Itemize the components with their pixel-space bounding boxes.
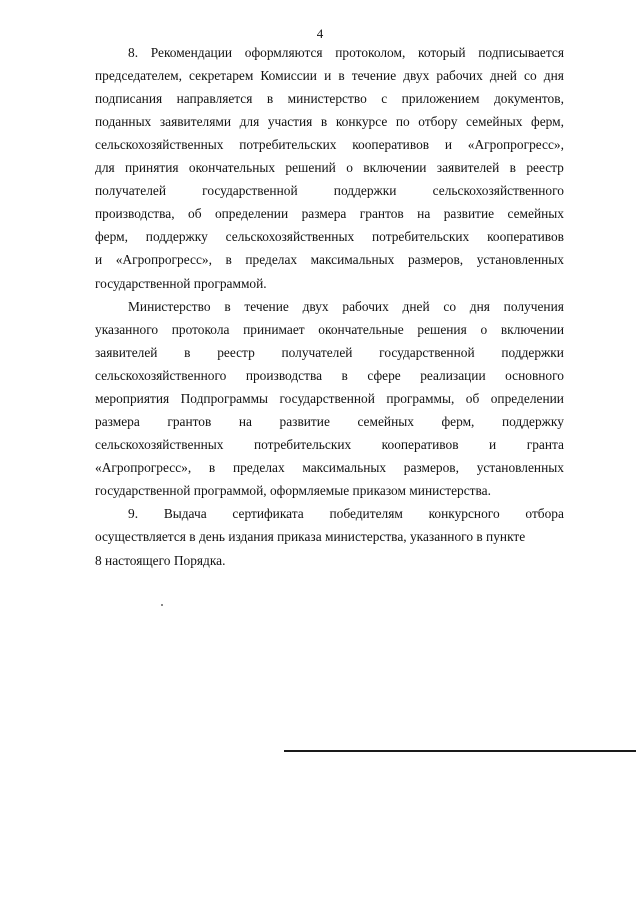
- text-line: [95, 322, 564, 338]
- word: получателей: [95, 183, 166, 198]
- word: Подпрограммы: [180, 391, 269, 406]
- word: решений: [285, 160, 336, 175]
- word: в: [338, 68, 345, 83]
- word: подписывается: [478, 45, 564, 60]
- text-line: [95, 91, 564, 107]
- word: дней: [402, 299, 430, 314]
- word: участия: [267, 114, 313, 129]
- word: со: [443, 299, 457, 314]
- word: «Агропрогресс»,: [467, 137, 564, 152]
- word: максимальных: [310, 252, 395, 267]
- word: о: [346, 160, 353, 175]
- text-line: [95, 345, 564, 361]
- word: размеров,: [407, 252, 464, 267]
- word: в: [320, 114, 328, 129]
- word: потребительских: [253, 437, 352, 452]
- word: для: [239, 114, 260, 129]
- word: максимальных: [302, 460, 387, 475]
- text-line: [95, 229, 564, 245]
- word: 9.: [128, 506, 139, 521]
- word: семейных: [465, 114, 523, 129]
- word: государственной: [379, 345, 475, 360]
- word: отбора: [525, 506, 564, 521]
- text-line: [95, 437, 564, 453]
- text-line: [95, 114, 564, 130]
- word: на: [417, 206, 431, 221]
- word: государственной: [202, 183, 298, 198]
- word: мероприятия: [95, 391, 170, 406]
- word: об: [188, 206, 202, 221]
- word: производства: [245, 368, 323, 383]
- word: поддержку: [145, 229, 208, 244]
- word: протокола: [171, 322, 230, 337]
- word: получения: [503, 299, 564, 314]
- word: включении: [500, 322, 564, 337]
- word: в: [509, 160, 516, 175]
- word: ферм,: [441, 414, 475, 429]
- word: кооперативов: [487, 229, 564, 244]
- word: Рекомендации: [150, 45, 233, 60]
- word: государственной: [279, 391, 375, 406]
- word: размера: [301, 206, 347, 221]
- word: и: [95, 252, 103, 267]
- word: производства,: [95, 206, 175, 221]
- text-line: [128, 506, 564, 522]
- word: 8.: [128, 45, 139, 60]
- text-line: государственной программой.: [95, 276, 267, 291]
- word: потребительских: [239, 137, 337, 152]
- word: рабочих: [342, 299, 389, 314]
- word: с: [381, 91, 388, 106]
- text-line: осуществляется в день издания приказа министерства, указанного в пункте: [95, 529, 526, 544]
- word: и: [489, 437, 497, 452]
- word: ферм,: [95, 229, 128, 244]
- word: ферм,: [531, 114, 564, 129]
- word: кооперативов: [381, 437, 459, 452]
- horizontal-rule: [284, 750, 636, 752]
- word: на: [238, 414, 252, 429]
- text-line: [95, 414, 564, 430]
- word: Выдача: [163, 506, 207, 521]
- word: который: [418, 45, 466, 60]
- word: установленных: [476, 252, 564, 267]
- word: заявителей: [95, 345, 158, 360]
- word: размеров,: [403, 460, 459, 475]
- text-line: государственной программой, оформляемые приказом министерства.: [95, 483, 491, 498]
- word: установленных: [476, 460, 564, 475]
- word: течение: [351, 68, 397, 83]
- text-line: [95, 368, 564, 384]
- word: по: [395, 114, 410, 129]
- word: сертификата: [232, 506, 304, 521]
- word: грантов: [359, 206, 404, 221]
- word: в: [266, 91, 274, 106]
- word: дней: [489, 68, 517, 83]
- word: со: [524, 68, 537, 83]
- word: гранта: [526, 437, 564, 452]
- word: Комиссии: [260, 68, 317, 83]
- word: отбору: [418, 114, 458, 129]
- word: поданных: [95, 114, 152, 129]
- scan-speck: [161, 604, 163, 606]
- word: реестр: [217, 345, 255, 360]
- word: сельскохозяйственных: [95, 437, 224, 452]
- word: оформляются: [244, 45, 323, 60]
- word: развитие: [443, 206, 495, 221]
- text-line: [95, 391, 564, 407]
- word: приложением: [401, 91, 480, 106]
- word: конкурсного: [428, 506, 500, 521]
- page-number: 4: [316, 26, 324, 41]
- word: «Агропрогресс»,: [95, 460, 192, 475]
- word: определении: [490, 391, 564, 406]
- word: «Агропрогресс»,: [115, 252, 212, 267]
- text-line: [128, 299, 564, 315]
- word: секретарем: [189, 68, 254, 83]
- word: реализации: [420, 368, 486, 383]
- word: для: [95, 160, 115, 175]
- word: Министерство: [128, 299, 211, 314]
- word: окончательных: [188, 160, 276, 175]
- word: поддержку: [501, 414, 564, 429]
- word: принятия: [125, 160, 179, 175]
- word: конкурсе: [335, 114, 388, 129]
- word: документов,: [493, 91, 564, 106]
- word: в: [208, 460, 216, 475]
- word: реестр: [526, 160, 564, 175]
- word: заявителями: [159, 114, 232, 129]
- text-line: 8 настоящего Порядка.: [95, 553, 226, 568]
- text-line: [128, 45, 564, 61]
- word: в: [341, 368, 348, 383]
- word: решения: [417, 322, 467, 337]
- word: министерство: [287, 91, 367, 106]
- text-line: [95, 137, 564, 153]
- word: победителям: [329, 506, 403, 521]
- word: определении: [214, 206, 289, 221]
- word: потребительских: [372, 229, 470, 244]
- word: об: [465, 391, 480, 406]
- word: в: [224, 299, 231, 314]
- word: программы,: [386, 391, 455, 406]
- word: сельскохозяйственных: [225, 229, 355, 244]
- word: семейных: [507, 206, 564, 221]
- word: сельскохозяйственного: [432, 183, 564, 198]
- word: развитие: [279, 414, 330, 429]
- word: и: [444, 137, 453, 152]
- word: сельскохозяйственных: [95, 137, 224, 152]
- word: грантов: [167, 414, 212, 429]
- word: сельскохозяйственного: [95, 368, 227, 383]
- word: в: [225, 252, 232, 267]
- word: семейных: [357, 414, 414, 429]
- text-line: [95, 460, 564, 476]
- word: дня: [469, 299, 490, 314]
- text-line: [95, 206, 564, 222]
- word: направляется: [176, 91, 253, 106]
- word: в: [184, 345, 191, 360]
- text-line: [95, 252, 564, 268]
- word: рабочих: [436, 68, 483, 83]
- word: протоколом,: [335, 45, 406, 60]
- word: сфере: [367, 368, 401, 383]
- word: дня: [543, 68, 564, 83]
- word: размера: [95, 414, 140, 429]
- word: о: [480, 322, 488, 337]
- word: подписания: [95, 91, 163, 106]
- text-line: [95, 160, 564, 176]
- word: указанного: [95, 322, 159, 337]
- text-line: [95, 183, 564, 199]
- word: включении: [363, 160, 427, 175]
- word: течение: [244, 299, 289, 314]
- word: получателей: [281, 345, 353, 360]
- word: окончательные: [318, 322, 404, 337]
- word: кооперативов: [352, 137, 430, 152]
- word: основного: [505, 368, 564, 383]
- word: пределах: [245, 252, 298, 267]
- word: двух: [403, 68, 430, 83]
- word: и: [324, 68, 332, 83]
- word: председателем,: [95, 68, 182, 83]
- word: принимает: [243, 322, 305, 337]
- word: поддержки: [501, 345, 564, 360]
- word: пределах: [232, 460, 285, 475]
- word: поддержки: [333, 183, 397, 198]
- word: заявителей: [436, 160, 500, 175]
- word: двух: [302, 299, 329, 314]
- text-line: [95, 68, 564, 84]
